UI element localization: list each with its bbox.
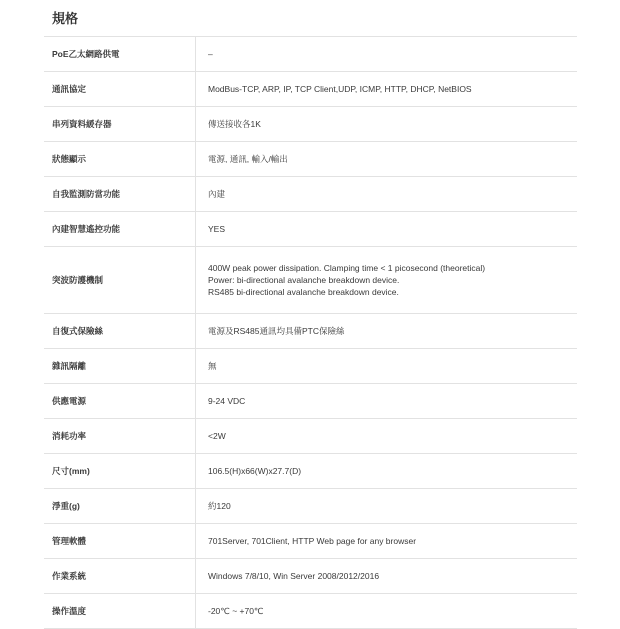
spec-value	[196, 314, 578, 349]
spec-label: 狀態顯示	[44, 142, 196, 177]
spec-value-line: 約120	[208, 501, 231, 511]
spec-row	[44, 107, 577, 142]
spec-value	[196, 212, 578, 247]
spec-value	[196, 454, 578, 489]
spec-label: 串列資料緩存器	[44, 107, 196, 142]
spec-value-line: 電源, 通訊, 輸入/輸出	[208, 154, 288, 164]
spec-value-line: 無	[208, 361, 217, 371]
spec-row	[44, 384, 577, 419]
spec-label: 供應電源	[44, 384, 196, 419]
spec-value-line: –	[208, 49, 213, 59]
spec-label: 消耗功率	[44, 419, 196, 454]
spec-value	[196, 559, 578, 594]
spec-value	[196, 177, 578, 212]
spec-label: 操作溫度	[44, 594, 196, 629]
spec-value-line: YES	[208, 224, 226, 234]
spec-row	[44, 142, 577, 177]
spec-row	[44, 419, 577, 454]
spec-label: 淨重(g)	[44, 489, 196, 524]
spec-row	[44, 37, 577, 72]
spec-row	[44, 524, 577, 559]
spec-value-line: ModBus-TCP, ARP, IP, TCP Client,UDP, ICMP, HTTP, DHCP, NetBIOS	[208, 84, 472, 94]
spec-label: 通訊協定	[44, 72, 196, 107]
spec-value-line: -20℃ ~ +70℃	[208, 606, 264, 616]
spec-value-line: 400W peak power dissipation. Clamping time < 1 picosecond (theoretical)	[208, 263, 486, 273]
spec-row	[44, 594, 577, 629]
spec-row	[44, 177, 577, 212]
spec-value	[196, 37, 578, 72]
spec-value-line: 電源及RS485通訊均具備PTC保險絲	[208, 326, 345, 336]
spec-row	[44, 72, 577, 107]
spec-value-line: <2W	[208, 431, 226, 441]
spec-label: 雜訊隔離	[44, 349, 196, 384]
spec-row	[44, 212, 577, 247]
spec-value-line: 傳送接收各1K	[208, 119, 261, 129]
spec-row	[44, 489, 577, 524]
spec-row	[44, 314, 577, 349]
spec-label: 突波防護機制	[44, 247, 196, 314]
spec-value	[196, 349, 578, 384]
spec-row	[44, 349, 577, 384]
spec-value	[196, 419, 578, 454]
spec-value-line: Power: bi-directional avalanche breakdown device.	[208, 275, 400, 285]
spec-row	[44, 454, 577, 489]
spec-value	[196, 384, 578, 419]
spec-value	[196, 107, 578, 142]
spec-row	[44, 559, 577, 594]
spec-label: 尺寸(mm)	[44, 454, 196, 489]
spec-value	[196, 594, 578, 629]
spec-value-line: RS485 bi-directional avalanche breakdown device.	[208, 287, 399, 297]
spec-row	[44, 247, 577, 314]
spec-value	[196, 142, 578, 177]
spec-label: 管理軟體	[44, 524, 196, 559]
spec-label: 作業系統	[44, 559, 196, 594]
spec-label: PoE乙太網路供電	[44, 37, 196, 72]
page-title: 規格	[52, 11, 79, 26]
spec-value	[196, 72, 578, 107]
spec-table	[44, 36, 577, 629]
spec-label: 內建智慧遙控功能	[44, 212, 196, 247]
spec-value-line: 701Server, 701Client, HTTP Web page for any browser	[208, 536, 417, 546]
spec-value-line: Windows 7/8/10, Win Server 2008/2012/2016	[208, 571, 380, 581]
spec-label: 自我監測防當功能	[44, 177, 196, 212]
spec-value-line: 9-24 VDC	[208, 396, 246, 406]
spec-label: 自復式保險絲	[44, 314, 196, 349]
spec-value	[196, 247, 578, 314]
spec-value-line: 內建	[208, 189, 226, 199]
spec-value-line: 106.5(H)x66(W)x27.7(D)	[208, 466, 302, 476]
spec-value	[196, 489, 578, 524]
spec-value	[196, 524, 578, 559]
